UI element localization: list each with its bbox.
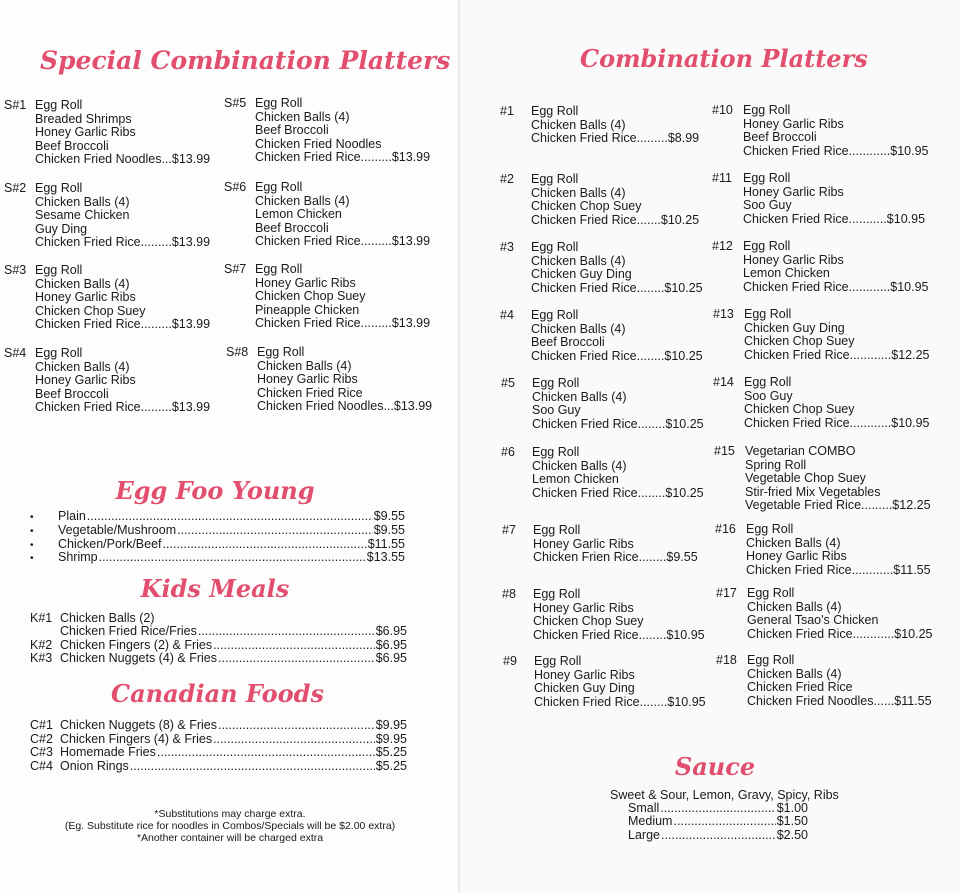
- bullet-mark: •: [30, 512, 34, 523]
- combo-code: S#1: [4, 98, 27, 112]
- container-note: *Another container will be charged extra: [136, 832, 324, 844]
- combo-code: #13: [713, 307, 734, 321]
- combo-line: Honey Garlic Ribs: [255, 275, 356, 290]
- combo-line: Chicken Balls (4): [255, 109, 350, 124]
- combo-line: Chicken Fried Rice........$10.95: [533, 627, 705, 642]
- combo-line: Chicken Fried Rice...........$10.95: [743, 211, 926, 226]
- combo-line: Beef Broccoli: [255, 220, 329, 235]
- item-code: K#3: [30, 651, 53, 665]
- combo-line: Chicken Chop Suey: [744, 402, 855, 416]
- combo-line: Egg Roll: [747, 586, 795, 600]
- combo-code: #4: [500, 308, 514, 322]
- item-price: $1.00: [776, 801, 808, 815]
- combo-line: Egg Roll: [255, 262, 303, 276]
- item-code: C#1: [30, 718, 53, 732]
- combo-code: S#2: [4, 181, 27, 195]
- dot-leader: [163, 538, 367, 552]
- combo-line: Egg Roll: [743, 171, 791, 185]
- substitution-note: *Substitutions may charge extra.: [154, 808, 306, 820]
- combo-line: Stir-fried Mix Vegetables: [745, 484, 881, 499]
- combo-line: Egg Roll: [531, 104, 579, 118]
- combo-line: Chicken Balls (4): [531, 117, 626, 132]
- combo-line: Egg Roll: [531, 240, 579, 254]
- combo-line: Honey Garlic Ribs: [533, 600, 634, 615]
- combo-line: Beef Broccoli: [531, 335, 605, 349]
- dot-leader: [157, 746, 375, 760]
- combo-line: Guy Ding: [35, 221, 88, 236]
- item-name: Chicken Nuggets (8) & Fries: [60, 718, 218, 732]
- combo-lines: [255, 97, 430, 165]
- combo-line: Chicken Balls (4): [257, 358, 352, 373]
- combo-code: #8: [502, 587, 516, 601]
- dot-leader: [213, 639, 375, 653]
- item-code: C#4: [30, 759, 53, 773]
- combo-line: Beef Broccoli: [35, 138, 109, 153]
- combo-code: #16: [715, 522, 736, 536]
- combo-line: Chicken Fried Rice........$10.25: [532, 416, 704, 431]
- combo-line: Lemon Chicken: [532, 472, 619, 486]
- combo-line: Egg Roll: [532, 376, 580, 390]
- item-name: Chicken Fingers (4) & Fries: [60, 732, 213, 746]
- combo-line: Egg Roll: [533, 587, 581, 601]
- combo-line: Chicken Fried Rice.........$13.99: [255, 316, 431, 330]
- combo-line: Egg Roll: [531, 308, 579, 322]
- combo-line: Vegetable Chop Suey: [745, 471, 866, 485]
- combo-line: Chicken Guy Ding: [744, 320, 845, 335]
- combo-lines: [531, 309, 703, 363]
- combo-line: Chicken Frien Rice........$9.55: [533, 550, 698, 564]
- combo-code: #6: [501, 445, 515, 459]
- combo-line: Chicken Balls (4): [532, 458, 627, 473]
- combo-line: Egg Roll: [35, 181, 83, 195]
- item-code: K#2: [30, 638, 53, 652]
- combo-line: Chicken Fried Rice: [257, 385, 363, 400]
- dot-leader: [218, 719, 375, 733]
- combo-lines: [35, 99, 210, 167]
- combo-line: Egg Roll: [35, 98, 83, 112]
- sauce-flavors: Sweet & Sour, Lemon, Gravy, Spicy, Ribs: [610, 788, 839, 802]
- menu-left-page: [0, 0, 458, 893]
- item-price: $2.50: [776, 828, 808, 842]
- combo-line: Chicken Fried Rice............$10.95: [743, 279, 929, 294]
- item-price: $9.55: [373, 509, 405, 523]
- combo-line: Egg Roll: [746, 522, 794, 536]
- combo-code: #9: [503, 654, 517, 668]
- combo-lines: [532, 446, 704, 500]
- combo-line: Chicken Balls (4): [531, 321, 626, 336]
- combo-code: #5: [501, 376, 515, 390]
- combo-line: Chicken Fried Noodles......$11.55: [747, 693, 932, 708]
- item-name: Chicken/Pork/Beef: [58, 537, 162, 551]
- combo-line: Chicken Fried Rice........$10.25: [531, 280, 703, 295]
- combo-code: S#5: [224, 96, 247, 110]
- combination-heading: Combination Platters: [580, 44, 868, 73]
- combo-line: Breaded Shrimps: [35, 111, 132, 126]
- combo-code: #7: [502, 523, 516, 537]
- dot-leader: [660, 802, 775, 816]
- combo-line: Egg Roll: [743, 103, 791, 117]
- combo-line: Chicken Balls (4): [746, 535, 841, 550]
- dot-leader: [130, 760, 375, 774]
- special-combination-heading: Special Combination Platters: [40, 46, 451, 75]
- combo-line: Vegetarian COMBO: [745, 444, 856, 458]
- item-price: $9.55: [373, 523, 405, 537]
- combo-line: Honey Garlic Ribs: [533, 536, 634, 551]
- combo-line: Chicken Fried Rice............$10.95: [743, 143, 929, 158]
- combo-line: Pineapple Chicken: [255, 302, 360, 317]
- combo-line: Chicken Balls (4): [531, 185, 626, 200]
- combo-lines: [35, 347, 210, 415]
- canadian-food-row: [30, 760, 407, 774]
- sauce-heading: Sauce: [674, 752, 756, 781]
- combo-line: Chicken Fried Rice............$12.25: [744, 347, 930, 362]
- combo-line: Chicken Balls (4): [532, 389, 627, 404]
- dot-leader: [661, 829, 776, 843]
- combo-line: Honey Garlic Ribs: [743, 116, 844, 131]
- menu-right-page: [460, 0, 960, 893]
- combo-lines: [35, 182, 210, 250]
- combo-line: Chicken Balls (4): [35, 276, 130, 291]
- combo-code: S#8: [226, 345, 249, 359]
- combo-line: Chicken Fried Rice.........$13.99: [35, 317, 211, 331]
- combo-code: S#7: [224, 262, 247, 276]
- combo-line: Chicken Guy Ding: [531, 267, 632, 281]
- item-name: Plain: [58, 509, 86, 523]
- item-price: $6.95: [375, 624, 407, 638]
- dot-leader: [213, 733, 375, 747]
- combo-line: Lemon Chicken: [255, 207, 342, 221]
- combo-line: Egg Roll: [744, 307, 792, 321]
- combo-lines: [747, 587, 933, 641]
- combo-line: Chicken Chop Suey: [35, 303, 146, 318]
- combo-lines: [534, 655, 706, 709]
- dot-leader: [87, 510, 373, 524]
- combo-line: Chicken Chop Suey: [744, 334, 855, 348]
- sauce-size-row: [628, 815, 808, 829]
- combo-line: Beef Broccoli: [743, 130, 817, 144]
- item-code: C#3: [30, 745, 53, 759]
- combo-line: Beef Broccoli: [35, 386, 109, 401]
- combo-line: Chicken Fried Rice: [747, 680, 853, 694]
- combo-lines: [533, 588, 705, 642]
- combo-lines: [747, 654, 932, 708]
- combo-line: Lemon Chicken: [743, 266, 830, 280]
- item-price: $9.95: [375, 732, 407, 746]
- combo-line: General Tsao's Chicken: [747, 613, 879, 627]
- combo-lines: [743, 104, 929, 158]
- combo-lines: [255, 181, 430, 249]
- combo-line: Chicken Fried Rice.......$10.25: [531, 212, 700, 227]
- item-price: $13.55: [366, 550, 405, 564]
- dot-leader: [198, 625, 375, 639]
- combo-line: Honey Garlic Ribs: [257, 372, 358, 386]
- combo-line: Spring Roll: [745, 457, 807, 472]
- combo-line: Egg Roll: [534, 654, 582, 668]
- combo-line: Honey Garlic Ribs: [35, 373, 136, 387]
- combo-lines: [35, 264, 210, 332]
- combo-line: Egg Roll: [255, 180, 303, 194]
- combo-line: Egg Roll: [743, 239, 791, 253]
- combo-lines: [531, 241, 703, 295]
- item-name: Chicken Fried Rice/Fries: [60, 624, 197, 638]
- combo-line: Honey Garlic Ribs: [743, 252, 844, 267]
- combo-line: Chicken Balls (4): [35, 194, 130, 209]
- sauce-size-row: [628, 829, 808, 843]
- combo-lines: [744, 376, 930, 430]
- combo-code: #3: [500, 240, 514, 254]
- canadian-food-row: [30, 746, 407, 760]
- item-name: Vegetable/Mushroom: [58, 523, 177, 537]
- combo-line: Egg Roll: [35, 346, 83, 360]
- combo-lines: [743, 240, 929, 294]
- dot-leader: [673, 815, 775, 829]
- combo-lines: [743, 172, 925, 226]
- combo-line: Sesame Chicken: [35, 208, 130, 222]
- combo-code: #2: [500, 172, 514, 186]
- combo-lines: [744, 308, 930, 362]
- combo-line: Chicken Balls (4): [747, 666, 842, 681]
- combo-line: Soo Guy: [532, 403, 581, 417]
- combo-line: Chicken Balls (4): [35, 359, 130, 374]
- combo-line: Honey Garlic Ribs: [35, 290, 136, 304]
- substitution-example-note: (Eg. Substitute rice for noodles in Combos/Specials will be $2.00 extra): [64, 820, 396, 832]
- combo-code: #12: [712, 239, 733, 253]
- combo-line: Chicken Fried Noodles: [255, 136, 382, 151]
- combo-line: Chicken Fried Rice.........$13.99: [255, 150, 431, 164]
- item-code: C#2: [30, 732, 53, 746]
- combo-lines: [533, 524, 698, 565]
- combo-line: Chicken Fried Rice.........$13.99: [35, 400, 211, 414]
- combo-line: Egg Roll: [531, 172, 579, 186]
- combo-line: Soo Guy: [744, 388, 793, 403]
- combo-line: Chicken Chop Suey: [533, 614, 644, 628]
- combo-line: Egg Roll: [255, 96, 303, 110]
- combo-code: #1: [500, 104, 514, 118]
- item-name: Chicken Fingers (2) & Fries: [60, 638, 213, 652]
- combo-line: Chicken Fried Noodles...$13.99: [35, 152, 211, 166]
- dot-leader: [218, 652, 375, 666]
- item-price: $5.25: [375, 745, 407, 759]
- combo-code: #14: [713, 375, 734, 389]
- item-price: $1.50: [776, 814, 808, 828]
- item-name: Homemade Fries: [60, 745, 156, 759]
- canadian-food-row: [30, 719, 407, 733]
- bullet-mark: •: [30, 526, 34, 537]
- combo-line: Chicken Fried Rice........$10.25: [531, 348, 703, 363]
- combo-line: Chicken Fried Rice............$10.95: [744, 415, 930, 430]
- combo-lines: [745, 445, 931, 513]
- combo-code: S#3: [4, 263, 27, 277]
- kids-meal-row: [30, 652, 407, 666]
- combo-lines: [746, 523, 931, 577]
- combo-line: Chicken Fried Rice.........$13.99: [35, 235, 211, 249]
- item-price: $9.95: [375, 718, 407, 732]
- canadian-foods-heading: Canadian Foods: [111, 679, 324, 708]
- bullet-mark: •: [30, 540, 34, 551]
- dot-leader: [99, 551, 366, 565]
- combo-line: Chicken Chop Suey: [255, 289, 366, 303]
- combo-line: Chicken Balls (4): [531, 253, 626, 268]
- combo-line: Egg Roll: [532, 445, 580, 459]
- combo-lines: [257, 346, 432, 414]
- combo-code: #17: [716, 586, 737, 600]
- item-price: $5.25: [375, 759, 407, 773]
- combo-code: #18: [716, 653, 737, 667]
- combo-line: Honey Garlic Ribs: [743, 184, 844, 199]
- combo-line: Chicken Fried Rice.........$8.99: [531, 131, 700, 145]
- combo-code: S#6: [224, 180, 247, 194]
- item-price: $11.55: [367, 537, 405, 551]
- item-name: Onion Rings: [60, 759, 129, 773]
- combo-lines: [532, 377, 704, 431]
- combo-line: Chicken Chop Suey: [531, 199, 642, 213]
- combo-line: Honey Garlic Ribs: [35, 125, 136, 139]
- combo-line: Chicken Balls (4): [255, 193, 350, 208]
- combo-line: Egg Roll: [35, 263, 83, 277]
- item-name: Chicken Balls (2): [60, 611, 155, 625]
- combo-line: Egg Roll: [533, 523, 581, 537]
- combo-lines: [531, 105, 699, 146]
- combo-line: Honey Garlic Ribs: [534, 667, 635, 682]
- combo-line: Chicken Fried Rice............$11.55: [746, 562, 931, 577]
- item-name: Medium: [628, 814, 673, 828]
- combo-line: Beef Broccoli: [255, 123, 329, 137]
- combo-line: Vegetable Fried Rice.........$12.25: [745, 498, 931, 512]
- item-name: Shrimp: [58, 550, 98, 564]
- combo-lines: [255, 263, 430, 331]
- combo-line: Chicken Fried Rice............$10.25: [747, 626, 933, 641]
- combo-code: #10: [712, 103, 733, 117]
- egg-foo-young-row: [30, 551, 405, 566]
- combo-line: Honey Garlic Ribs: [746, 549, 847, 563]
- combo-line: Egg Roll: [257, 345, 305, 359]
- item-price: $6.95: [375, 651, 407, 665]
- combo-line: Chicken Balls (4): [747, 599, 842, 614]
- combo-line: Chicken Guy Ding: [534, 681, 635, 695]
- item-name: Small: [628, 801, 660, 815]
- combo-line: Egg Roll: [747, 653, 795, 667]
- dot-leader: [177, 524, 373, 538]
- egg-foo-young-heading: Egg Foo Young: [115, 476, 315, 505]
- combo-code: #15: [714, 444, 735, 458]
- combo-line: Chicken Fried Rice.........$13.99: [255, 234, 431, 248]
- combo-line: Egg Roll: [744, 375, 792, 389]
- combo-code: S#4: [4, 346, 27, 360]
- combo-line: Chicken Fried Rice........$10.95: [534, 694, 706, 709]
- combo-code: #11: [712, 171, 732, 185]
- item-code: K#1: [30, 611, 53, 625]
- combo-line: Soo Guy: [743, 198, 792, 212]
- bullet-mark: •: [30, 553, 34, 564]
- combo-lines: [531, 173, 699, 227]
- item-name: Large: [628, 828, 660, 842]
- combo-line: Chicken Fried Rice........$10.25: [532, 485, 704, 500]
- kids-meal-row: [30, 625, 407, 639]
- kids-meals-heading: Kids Meals: [140, 574, 290, 603]
- item-name: Chicken Nuggets (4) & Fries: [60, 651, 218, 665]
- item-price: $6.95: [375, 638, 407, 652]
- combo-line: Chicken Fried Noodles...$13.99: [257, 399, 433, 413]
